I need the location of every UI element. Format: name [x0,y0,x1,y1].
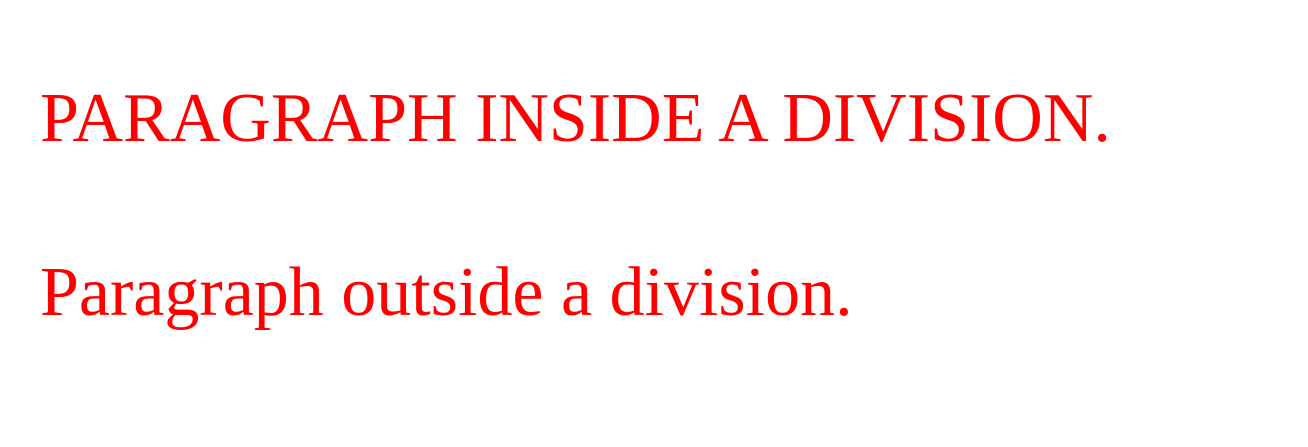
paragraph-inside-division: PARAGRAPH INSIDE A DIVISION. [40,80,1111,157]
paragraph-outside-division: Paragraph outside a division. [40,254,853,331]
